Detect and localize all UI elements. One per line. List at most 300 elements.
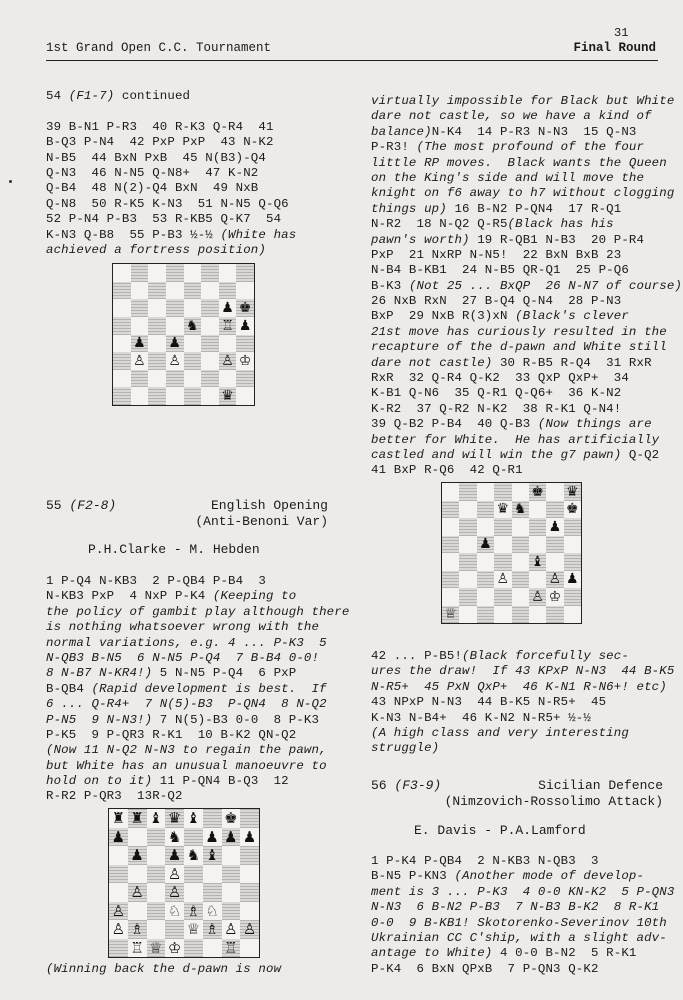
black-pawn-icon: ♟: [130, 846, 144, 865]
black-queen-icon: ♛: [167, 809, 182, 828]
white-pawn-icon: ♙: [224, 920, 238, 939]
board-square: [546, 501, 563, 519]
board-square: [131, 370, 149, 388]
black-pawn-icon: ♟: [224, 827, 238, 846]
white-pawn-icon: ♙: [531, 588, 544, 605]
board-square: [529, 606, 546, 624]
board-square: [113, 387, 131, 405]
board-square: [529, 518, 546, 536]
board-square: [166, 387, 184, 405]
move-line: Q-B4 48 N(2)-Q4 BxN 49 NxB: [46, 181, 259, 196]
text-line: 8 N-B7 N-KR4!) 5 N-N5 P-Q4 6 PxP: [46, 666, 297, 681]
board-square: [166, 282, 184, 300]
board-square: [442, 518, 459, 536]
board-square: [184, 387, 202, 405]
text-line: (A high class and very interesting: [371, 725, 629, 740]
board-square: [240, 809, 259, 828]
text-line: recapture of the d-pawn and White still: [371, 340, 667, 355]
white-knight-icon: ♘: [205, 901, 219, 920]
board-square: [512, 483, 529, 501]
white-queen-icon: ♕: [149, 938, 163, 957]
board-square: [148, 282, 166, 300]
board-square: [442, 536, 459, 554]
board-square: [512, 501, 529, 519]
text-line: is nothing whatsoever wrong with the: [46, 620, 320, 635]
board-square: [109, 828, 128, 847]
game-number: 56: [371, 778, 387, 793]
board-square: [128, 939, 147, 958]
board-square: [564, 518, 581, 536]
board-square: [201, 282, 219, 300]
game55-footer: [46, 962, 346, 977]
board-square: [494, 588, 511, 606]
board-square: [166, 317, 184, 335]
white-pawn-icon: ♙: [496, 571, 510, 588]
board-square: [147, 828, 166, 847]
board-square: [184, 865, 203, 884]
board-square: [494, 571, 511, 589]
board-square: [165, 902, 184, 921]
board-square: [459, 588, 476, 606]
board-square: [131, 299, 149, 317]
text-line: things up) 16 B-N2 P-QN4 17 R-Q1: [371, 201, 622, 216]
text-line: N-KB3 PxP 4 NxP P-K4 (Keeping to: [46, 589, 297, 604]
board-square: [184, 282, 202, 300]
text-line: 42 ... P-B5!(Black forcefully sec-: [371, 649, 629, 663]
text-line: 41 BxP R-Q6 42 Q-R1: [371, 463, 523, 478]
board-square: [546, 588, 563, 606]
board-square: [147, 883, 166, 902]
board-square: [529, 536, 546, 554]
board-square: [109, 883, 128, 902]
text-line: Ukrainian CC C'ship, with a slight adv-: [371, 930, 667, 945]
board-square: [512, 571, 529, 589]
board-square: [529, 501, 546, 519]
board-square: [564, 571, 581, 589]
black-knight-icon: ♞: [186, 846, 201, 865]
board-square: [184, 352, 202, 370]
move-line: 39 B-N1 P-R3 40 R-K3 Q-R4 41: [46, 119, 274, 134]
board-square: [442, 501, 459, 519]
board-square: [512, 588, 529, 606]
text-line: 43 NPxP N-N3 44 B-K5 N-R5+ 45: [371, 695, 607, 710]
white-pawn-icon: ♙: [167, 864, 182, 883]
board-square: [477, 606, 494, 624]
white-rook-icon: ♖: [221, 317, 234, 334]
board-square: [477, 553, 494, 571]
board-square: [459, 536, 476, 554]
text-line: N-QB3 B-N5 6 N-N5 P-Q4 7 B-B4 0-0!: [46, 650, 320, 665]
board-square: [147, 809, 166, 828]
board-square: [512, 518, 529, 536]
black-king-icon: ♚: [566, 501, 579, 518]
text-line: B-K3 (Not 25 ... BxQP 26 N-N7 of course): [371, 278, 683, 293]
black-bishop-icon: ♝: [531, 553, 544, 570]
text-line: dare not castle) 30 R-B5 R-Q4 31 RxR: [371, 355, 652, 370]
black-pawn-icon: ♟: [167, 846, 182, 865]
board-square: [442, 588, 459, 606]
board-square: [128, 846, 147, 865]
board-square: [166, 352, 184, 370]
text-line: hold on to it) 11 P-QN4 B-Q3 12: [46, 774, 289, 789]
board-square: [128, 809, 147, 828]
board-square: [222, 809, 241, 828]
board-square: [459, 501, 476, 519]
board-square: [166, 264, 184, 282]
black-queen-icon: ♛: [566, 483, 579, 500]
board-square: [442, 571, 459, 589]
black-bishop-icon: ♝: [205, 846, 219, 865]
board-square: [546, 518, 563, 536]
text-line: 21st move has curiously resulted in the: [371, 324, 667, 339]
board-square: [109, 809, 128, 828]
game55-moves: [46, 574, 350, 805]
black-rook-icon: ♜: [111, 809, 126, 828]
board-square: [494, 501, 511, 519]
board-square: [564, 553, 581, 571]
board-square: [201, 335, 219, 353]
margin-dot: [9, 180, 12, 183]
board-square: [184, 317, 202, 335]
board-square: [219, 387, 237, 405]
board-square: [546, 606, 563, 624]
black-bishop-icon: ♝: [149, 809, 163, 828]
white-pawn-icon: ♙: [130, 883, 144, 902]
text-line: R-R2 P-QR3 13R-Q2: [46, 789, 183, 804]
white-bishop-icon: ♗: [186, 901, 201, 920]
text-line: RxR 32 Q-R4 Q-K2 33 QxP QxP+ 34: [371, 371, 629, 386]
header-title: 1st Grand Open C.C. Tournament: [46, 41, 272, 55]
text-line: 1 P-K4 P-QB4 2 N-KB3 N-QB3 3: [371, 854, 599, 868]
black-knight-icon: ♞: [186, 317, 199, 334]
board-square: [442, 606, 459, 624]
board-square: [184, 939, 203, 958]
board-square: [109, 865, 128, 884]
board-square: [166, 299, 184, 317]
board-square: [236, 387, 254, 405]
board-square: [236, 352, 254, 370]
board-square: [442, 553, 459, 571]
text-line: P-K5 9 P-QR3 R-K1 10 B-K2 QN-Q2: [46, 727, 297, 742]
text-line: antage to White) 4 0-0 B-N2 5 R-K1: [371, 946, 637, 961]
move-line: N-B5 44 BxN PxB 45 N(B3)-Q4: [46, 150, 266, 165]
text-line: little RP moves. Black wants the Queen: [371, 155, 667, 170]
board-square: [236, 335, 254, 353]
board-square: [219, 317, 237, 335]
black-queen-icon: ♛: [496, 501, 510, 518]
black-pawn-icon: ♟: [242, 827, 257, 846]
white-queen-icon: ♕: [186, 920, 201, 939]
black-bishop-icon: ♝: [186, 809, 201, 828]
board-square: [148, 317, 166, 335]
text-line: N-N3 6 B-N2 P-B3 7 N-B3 B-K2 8 R-K1: [371, 900, 660, 915]
page-number: 31: [614, 26, 629, 40]
board-square: [113, 264, 131, 282]
text-line: N-R2 18 N-Q2 Q-R5(Black has his: [371, 217, 614, 232]
board-square: [131, 317, 149, 335]
board-square: [529, 553, 546, 571]
board-square: [529, 571, 546, 589]
board-square: [184, 920, 203, 939]
board-square: [546, 553, 563, 571]
board-square: [165, 828, 184, 847]
white-pawn-icon: ♙: [242, 920, 257, 939]
board-square: [494, 518, 511, 536]
board-square: [148, 299, 166, 317]
board-square: [147, 920, 166, 939]
board-square: [222, 902, 241, 921]
board-square: [203, 883, 222, 902]
text-line: better for White. He has artificially: [371, 432, 660, 447]
board-square: [477, 571, 494, 589]
board-square: [459, 483, 476, 501]
board-square: [512, 606, 529, 624]
board-square: [147, 846, 166, 865]
board-square: [203, 846, 222, 865]
text-line: 1 P-Q4 N-KB3 2 P-QB4 P-B4 3: [46, 574, 266, 588]
board-square: [240, 939, 259, 958]
board-square: [459, 518, 476, 536]
board-square: [148, 352, 166, 370]
board-square: [148, 387, 166, 405]
board-square: [459, 571, 476, 589]
white-pawn-icon: ♙: [133, 352, 146, 369]
board-square: [222, 846, 241, 865]
board-square: [459, 553, 476, 571]
board-square: [203, 809, 222, 828]
board-square: [184, 264, 202, 282]
move-line: Q-N3 46 N-N5 Q-N8+ 47 K-N2: [46, 165, 259, 180]
board-square: [222, 828, 241, 847]
board-square: [219, 299, 237, 317]
board-square: [109, 902, 128, 921]
game-code: (F2-8): [69, 498, 117, 513]
board-square: [166, 370, 184, 388]
board-square: [240, 883, 259, 902]
board-square: [201, 264, 219, 282]
board-square: [165, 809, 184, 828]
white-pawn-icon: ♙: [168, 352, 181, 369]
board-square: [201, 317, 219, 335]
white-pawn-icon: ♙: [167, 883, 182, 902]
board-square: [165, 883, 184, 902]
game-number: 55: [46, 498, 62, 513]
board-square: [147, 902, 166, 921]
header-round: Final Round: [573, 41, 656, 55]
black-knight-icon: ♞: [167, 827, 182, 846]
board-square: [219, 352, 237, 370]
board-square: [203, 920, 222, 939]
text-line: balance)N-K4 14 P-R3 N-N3 15 Q-N3: [371, 124, 637, 139]
black-queen-icon: ♛: [221, 388, 234, 405]
board-square: [165, 939, 184, 958]
board-square: [165, 920, 184, 939]
text-line: K-N3 N-B4+ 46 K-N2 N-R5+ ½-½: [371, 710, 591, 725]
board-square: [512, 536, 529, 554]
board-square: [477, 483, 494, 501]
board-square: [109, 846, 128, 865]
text-line: 6 ... Q-R4+ 7 N(5)-B3 P-QN4 8 N-Q2: [46, 697, 327, 712]
text-line: normal variations, e.g. 4 ... P-K3 5: [46, 635, 327, 650]
board-square: [113, 317, 131, 335]
board-square: [184, 809, 203, 828]
board-square: [148, 264, 166, 282]
text-line: B-QB4 (Rapid development is best. If: [46, 681, 327, 696]
board-square: [564, 501, 581, 519]
board-square: [564, 536, 581, 554]
board-square: [203, 902, 222, 921]
game55-continued: [371, 94, 683, 479]
board-square: [546, 483, 563, 501]
running-header: [46, 41, 656, 59]
board-square: [236, 299, 254, 317]
text-line: knight on f6 away to h7 without clogging: [371, 186, 675, 201]
text-line: P-R3! (The most profound of the four: [371, 140, 645, 155]
board-square: [109, 920, 128, 939]
opening-name: Sicilian Defence: [538, 778, 663, 793]
board-square: [240, 865, 259, 884]
board-square: [222, 920, 241, 939]
chess-diagram-game55: [108, 808, 260, 958]
board-square: [477, 501, 494, 519]
white-king-icon: ♔: [167, 938, 182, 957]
board-square: [109, 939, 128, 958]
board-square: [148, 335, 166, 353]
black-pawn-icon: ♟: [133, 335, 146, 352]
black-king-icon: ♚: [224, 809, 238, 828]
white-bishop-icon: ♗: [130, 920, 144, 939]
black-pawn-icon: ♟: [566, 571, 579, 588]
board-square: [201, 299, 219, 317]
board-square: [236, 264, 254, 282]
opening-name: English Opening: [210, 498, 328, 513]
board-square: [459, 606, 476, 624]
white-bishop-icon: ♗: [205, 920, 219, 939]
text-line: 0-0 9 B-KB1! Skotorenko-Severinov 10th: [371, 915, 667, 930]
board-square: [222, 939, 241, 958]
board-square: [564, 606, 581, 624]
board-square: [477, 588, 494, 606]
board-square: [201, 387, 219, 405]
header-rule: [46, 60, 658, 61]
opening-variation: (Anti-Benoni Var): [195, 514, 328, 529]
board-square: [442, 483, 459, 501]
board-square: [148, 370, 166, 388]
board-square: [494, 606, 511, 624]
black-knight-icon: ♞: [513, 501, 527, 518]
text-line: 26 NxB RxN 27 B-Q4 Q-N4 28 P-N3: [371, 294, 622, 309]
text-line: virtually impossible for Black but White: [371, 94, 675, 108]
text-line: castled and will win the g7 pawn) Q-Q2: [371, 447, 660, 462]
text-line: struggle): [371, 741, 440, 756]
board-square: [128, 902, 147, 921]
board-square: [128, 883, 147, 902]
black-pawn-icon: ♟: [205, 827, 219, 846]
white-pawn-icon: ♙: [111, 901, 126, 920]
board-square: [201, 352, 219, 370]
game56-header: [371, 778, 663, 810]
board-square: [236, 317, 254, 335]
game56-players: E. Davis - P.A.Lamford: [414, 823, 586, 838]
white-king-icon: ♔: [548, 588, 562, 605]
board-square: [222, 865, 241, 884]
board-square: [219, 282, 237, 300]
move-line: B-Q3 P-N4 42 PxP PxP 43 N-K2: [46, 135, 274, 150]
text-line: pawn's worth) 19 R-QB1 N-B3 20 P-R4: [371, 232, 645, 247]
opening-variation: (Nimzovich-Rossolimo Attack): [444, 794, 663, 809]
board-square: [128, 828, 147, 847]
board-square: [113, 335, 131, 353]
text-line: P-K4 6 BxN QPxB 7 P-QN3 Q-K2: [371, 961, 599, 976]
board-square: [564, 588, 581, 606]
board-square: [240, 902, 259, 921]
board-square: [222, 883, 241, 902]
text-line: PxP 21 NxRP N-N5! 22 BxN BxB 23: [371, 247, 622, 262]
text-line: B-N5 P-KN3 (Another mode of develop-: [371, 869, 645, 884]
board-square: [546, 571, 563, 589]
text-line: P-N5 9 N-N3!) 7 N(5)-B3 0-0 8 P-K3: [46, 712, 320, 727]
board-square: [477, 536, 494, 554]
board-square: [113, 370, 131, 388]
white-rook-icon: ♖: [224, 938, 238, 957]
board-square: [147, 865, 166, 884]
board-square: [477, 518, 494, 536]
board-square: [128, 865, 147, 884]
chess-diagram-game55-final: [441, 482, 582, 624]
black-king-icon: ♚: [531, 483, 544, 500]
white-pawn-icon: ♙: [548, 571, 562, 588]
black-pawn-icon: ♟: [221, 300, 234, 317]
board-square: [131, 352, 149, 370]
text-line: N-B4 B-KB1 24 N-B5 QR-Q1 25 P-Q6: [371, 263, 629, 278]
board-square: [494, 483, 511, 501]
text-line: BxP 29 NxB R(3)xN (Black's clever: [371, 309, 629, 324]
board-square: [236, 370, 254, 388]
board-square: [184, 846, 203, 865]
board-square: [201, 370, 219, 388]
text-line: the policy of gambit play although there: [46, 604, 350, 619]
black-king-icon: ♚: [238, 300, 252, 317]
board-square: [219, 264, 237, 282]
text-line: ures the draw! If 43 KPxP N-N3 44 B-K5: [371, 664, 675, 679]
game-code: (F3-9): [394, 778, 442, 793]
black-pawn-icon: ♟: [238, 317, 252, 334]
black-pawn-icon: ♟: [548, 518, 562, 535]
board-square: [131, 282, 149, 300]
game55-header: [46, 498, 328, 530]
board-square: [131, 387, 149, 405]
game55-players: P.H.Clarke - M. Hebden: [88, 542, 260, 557]
board-square: [240, 846, 259, 865]
board-square: [236, 282, 254, 300]
black-pawn-icon: ♟: [111, 827, 126, 846]
text-line: K-R2 37 Q-R2 N-K2 38 R-K1 Q-N4!: [371, 401, 622, 416]
board-square: [512, 553, 529, 571]
board-square: [184, 335, 202, 353]
text-line: K-B1 Q-N6 35 Q-R1 Q-Q6+ 36 K-N2: [371, 386, 622, 401]
board-square: [128, 920, 147, 939]
board-square: [219, 370, 237, 388]
board-square: [240, 828, 259, 847]
board-square: [165, 846, 184, 865]
text-line: 39 Q-B2 P-B4 40 Q-B3 (Now things are: [371, 417, 652, 432]
text-line: N-R5+ 45 PxN QxP+ 46 K-N1 R-N6+! etc): [371, 679, 667, 694]
board-square: [203, 865, 222, 884]
move-line: K-N3 Q-B8 55 P-B3 ½-½ (White has: [46, 227, 297, 242]
board-square: [147, 939, 166, 958]
text-line: ment is 3 ... P-K3 4 0-0 KN-K2 5 P-QN3: [371, 884, 675, 899]
board-square: [131, 264, 149, 282]
